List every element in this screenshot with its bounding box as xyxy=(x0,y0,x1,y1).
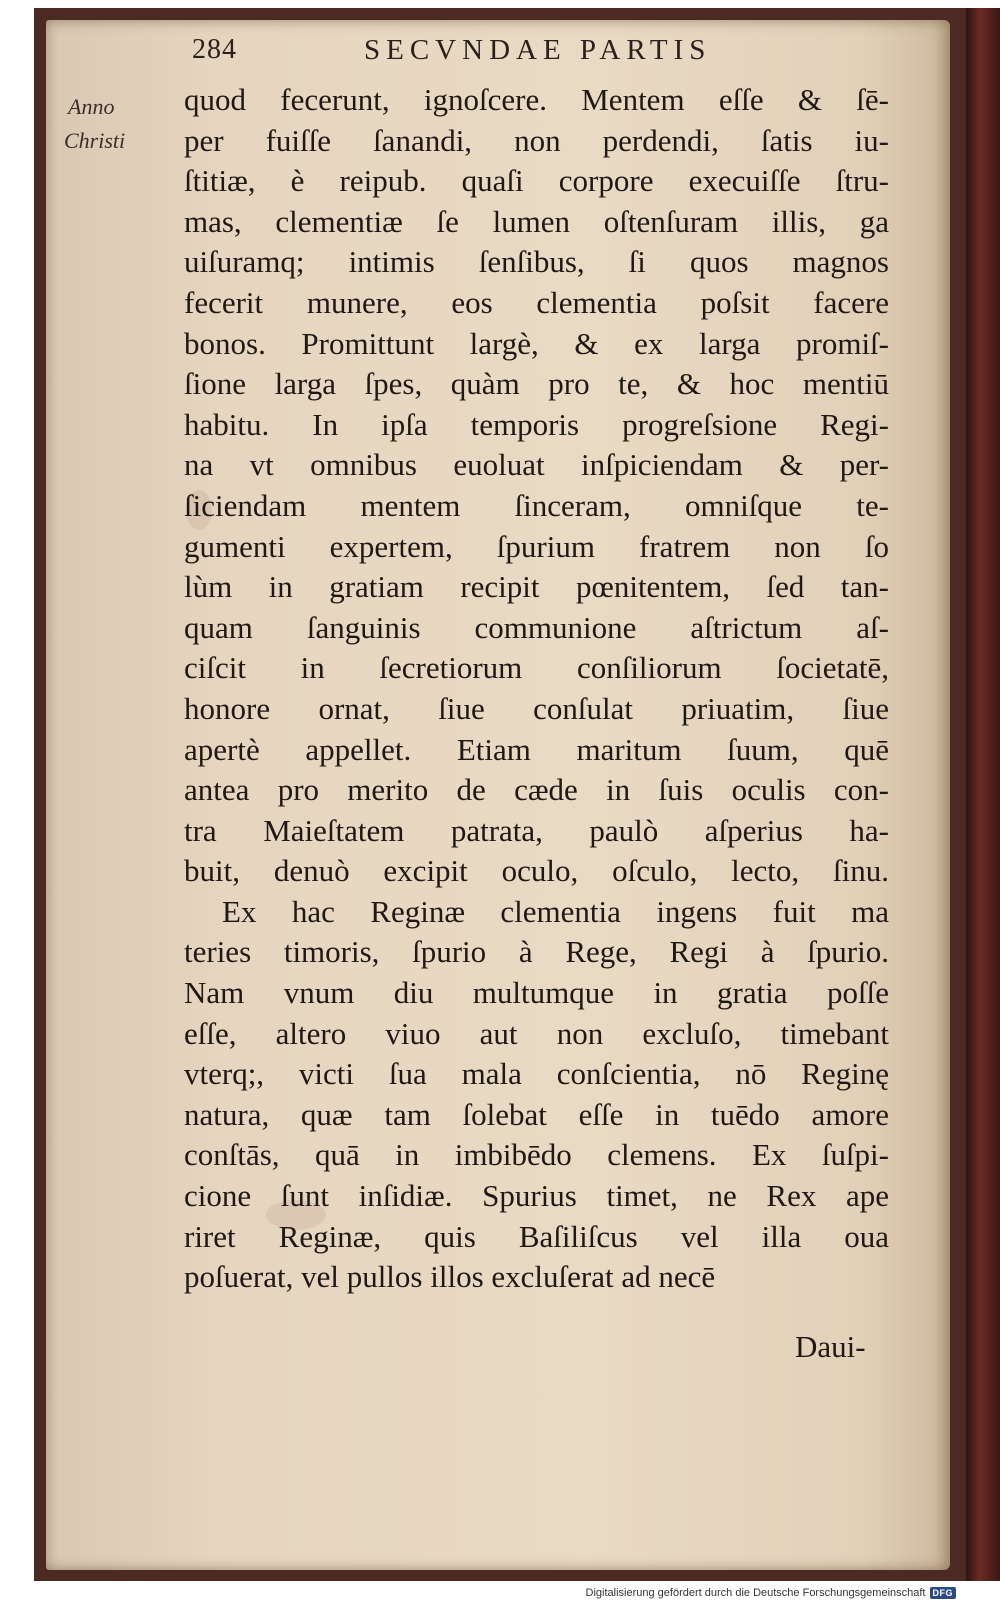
text-line: per fuiſſe ſanandi, non perdendi, ſatis iu- xyxy=(184,122,889,158)
running-head xyxy=(192,34,812,74)
text-line: ſtitiæ, è reipub. quaſi corpore execuiſſe ſtru- xyxy=(184,163,889,199)
text-line: riret Reginæ, quis Baſiliſcus vel illa oua xyxy=(184,1218,889,1254)
running-title: SECVNDAE PARTIS xyxy=(364,34,712,66)
text-line: tra Maieſtatem patrata, paulò aſperius ha- xyxy=(184,812,889,848)
text-line: natura, quæ tam ſolebat eſſe in tuēdo amore xyxy=(184,1096,889,1132)
margin-note-line: Anno xyxy=(68,94,115,119)
text-line: bonos. Promittunt largè, & ex larga promiſ- xyxy=(184,325,889,361)
margin-note xyxy=(64,90,188,158)
body-text xyxy=(184,80,889,1298)
catchword: Daui- xyxy=(795,1329,866,1364)
margin-note-line: Christi xyxy=(64,128,126,153)
text-line: Ex hac Reginæ clementia ingens fuit ma xyxy=(222,893,889,929)
text-line: gumenti expertem, ſpurium fratrem non ſo xyxy=(184,528,889,564)
digitization-credit xyxy=(586,1587,956,1599)
text-line: quam ſanguinis communione aſtrictum aſ- xyxy=(184,609,889,645)
text-line: Nam vnum diu multumque in gratia poſſe xyxy=(184,975,889,1011)
credit-text: Digitalisierung gefördert durch die Deutsche Forschungsgemeinschaft xyxy=(585,1587,926,1599)
text-line: vterq;, victi ſua mala conſcientia, nō Reginę xyxy=(184,1056,889,1092)
text-line: ſiciendam mentem ſinceram, omniſque te- xyxy=(184,487,889,523)
text-line: ſione larga ſpes, quàm pro te, & hoc mentiū xyxy=(184,366,889,402)
text-line: antea pro merito de cæde in ſuis oculis con- xyxy=(184,772,889,808)
page-number: 284 xyxy=(192,34,237,65)
book-cover-edge xyxy=(966,8,1000,1581)
text-line: ciſcit in ſecretiorum conſiliorum ſocietatē, xyxy=(184,650,889,686)
text-line: habitu. In ipſa temporis progreſsione Regi- xyxy=(184,406,889,442)
text-line: eſſe, altero viuo aut non excluſo, timebant xyxy=(184,1015,889,1051)
text-line: apertè appellet. Etiam maritum ſuum, quē xyxy=(184,731,889,767)
text-line: lùm in gratiam recipit pœnitentem, ſed tan- xyxy=(184,569,889,605)
text-line: mas, clementiæ ſe lumen oſtenſuram illis, ga xyxy=(184,203,889,239)
text-line: uiſuramq; intimis ſenſibus, ſi quos magnos xyxy=(184,244,889,280)
dfg-logo: DFG xyxy=(930,1587,957,1599)
text-line: na vt omnibus euoluat inſpiciendam & per- xyxy=(184,447,889,483)
text-line: teries timoris, ſpurio à Rege, Regi à ſpurio. xyxy=(184,934,889,970)
text-line: quod fecerunt, ignoſcere. Mentem eſſe & ſē- xyxy=(184,82,889,117)
text-line: cione ſunt inſidiæ. Spurius timet, ne Rex ape xyxy=(184,1178,889,1214)
text-line: fecerit munere, eos clementia poſsit facere xyxy=(184,284,889,320)
text-line: poſuerat, vel pullos illos excluſerat ad necē xyxy=(184,1259,716,1295)
text-line: conſtās, quā in imbibēdo clemens. Ex ſuſpi- xyxy=(184,1137,889,1173)
text-line: honore ornat, ſiue conſulat priuatim, ſiue xyxy=(184,690,889,726)
text-line: buit, denuò excipit oculo, oſculo, lecto, ſinu. xyxy=(184,853,889,889)
